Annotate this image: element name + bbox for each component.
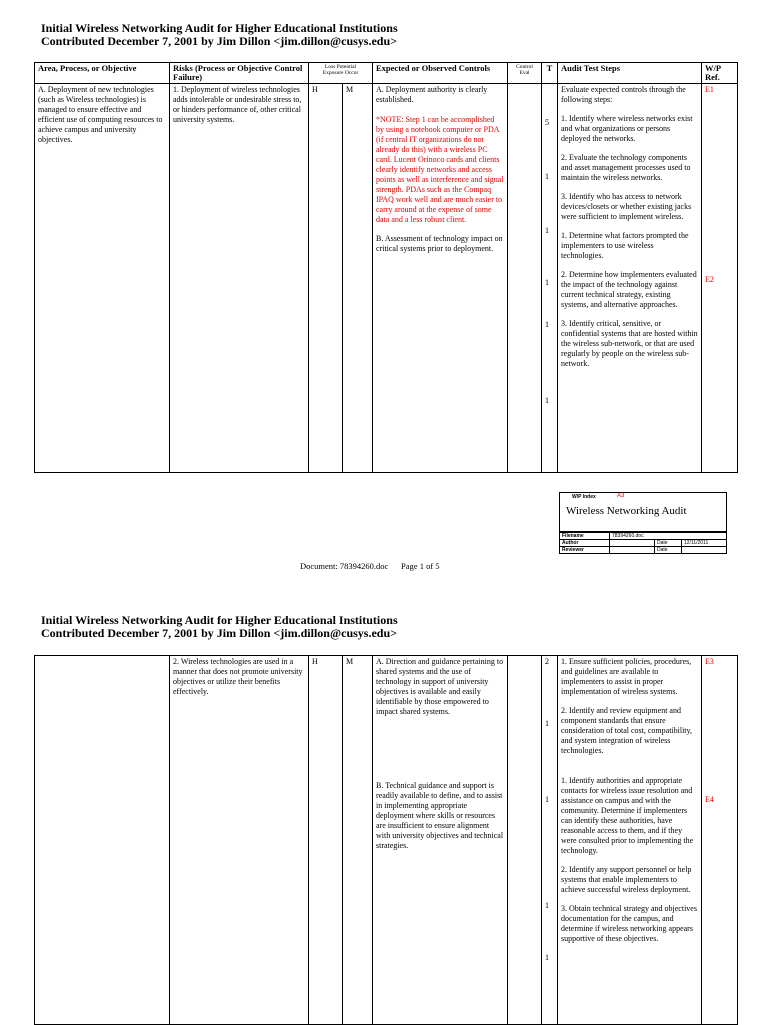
audit-step: 3. Identify critical, sensitive, or confidential systems that are hosted within the wireless sub-network, or that are used regularly by people on the wireless sub-network. [561,319,698,368]
t-value: 1 [545,719,549,728]
col-controls-header: Expected or Observed Controls [373,63,508,84]
date-value: 12/11/2011 [682,540,727,547]
audit-step: 1. Identify where wireless networks exist and what organizations or persons deployed the networks. [561,114,693,143]
filename-value: 78394260.doc [610,533,727,540]
page-footer: Document: 78394260.doc Page 1 of 5 [300,561,440,571]
audit-step: 1. Determine what factors prompted the implementers to use wireless technologies. [561,231,689,260]
audit-step: 2. Evaluate the technology components and asset management processes used to maintain the wireless networks. [561,153,691,182]
loss-potential-label: Loss Potential [324,64,357,70]
t-value: 2 [545,657,549,666]
t-cell [542,656,558,1025]
exposure-occur-label: Exposure Occur [322,70,359,76]
wp-ref: E3 [705,657,714,666]
date-label: Date [655,547,682,554]
control-b: B. Assessment of technology impact on critical systems prior to deployment. [376,234,503,253]
t-value: 1 [545,226,549,235]
author-label: Author [560,540,610,547]
col-steps-header: Audit Test Steps [558,63,702,84]
risk-cell: 1. Deployment of wireless technologies adds intolerable or undesirable stress to, or hinders performance of, other critical university systems. [170,84,309,473]
audit-step: 2. Identify any support personnel or help systems that enable implementers to achieve successful wireless deployment. [561,865,692,894]
area-cell: A. Deployment of new technologies (such as Wireless technologies) is managed to ensure effective and efficient use of computing resources to achieve campus and university objectives. [35,84,170,473]
reviewer-label: Reviewer [560,547,610,554]
reviewer-value [610,547,655,554]
col-control-eval-header [508,63,542,84]
loss-cell: H [309,84,343,473]
wpref-cell [702,656,738,1025]
document-contributor: Contributed December 7, 2001 by Jim Dillon <jim.dillon@cusys.edu> [41,626,397,640]
audit-table-page2 [34,655,738,1025]
t-value: 1 [545,953,549,962]
header-row [35,63,738,84]
wpref-cell [702,84,738,473]
col-risks-header: Risks (Process or Objective Control Failure) [170,63,309,84]
t-value: 1 [545,396,549,405]
date-label: Date [655,540,682,547]
risk-cell: 2. Wireless technologies are used in a manner that does not promote university objectives or utilize their benefits effectively. [170,656,309,1025]
audit-step: 3. Identify who has access to network devices/closets or whether existing jacks were sufficient to implement wireless. [561,192,692,221]
loss-cell: H [309,656,343,1025]
exposure-cell: M [343,656,373,1025]
filename-label: Filename [560,533,610,540]
audit-step: 2. Determine how implementers evaluated the impact of the technology against current technical strategy, existing systems, and alternative approaches. [561,270,697,309]
t-value: 1 [545,172,549,181]
document-title: Initial Wireless Networking Audit for Higher Educational Institutions [41,613,398,627]
document-contributor: Contributed December 7, 2001 by Jim Dillon <jim.dillon@cusys.edu> [41,34,397,48]
stamp-title-box [559,492,727,532]
table-row [35,656,738,1025]
page2-header [41,614,398,640]
col-wpref-header: W/P Ref. [702,63,738,84]
wp-ref: E1 [705,85,714,94]
audit-step: 1. Ensure sufficient policies, procedures, and guidelines are available to implementers to assist in proper implementation of wireless systems. [561,657,692,696]
reviewer-date-value [682,547,727,554]
workpaper-stamp [559,492,727,554]
t-value: 1 [545,795,549,804]
wp-index-label: W/P Index [572,494,596,500]
table-row [35,84,738,473]
t-cell [542,84,558,473]
area-cell [35,656,170,1025]
wp-ref: E4 [705,795,714,804]
t-value: 5 [545,118,549,127]
audit-step: 2. Identify and review equipment and component standards that ensure consideration of total cost, compatibility, and system integration of wireless technologies. [561,706,693,755]
stamp-fields [559,532,727,554]
control-eval-label: Control Eval [516,64,533,76]
col-loss-exposure-header [309,63,373,84]
control-eval-cell [508,656,542,1025]
t-value: 1 [545,278,549,287]
control-eval-cell [508,84,542,473]
control-a: A. Direction and guidance pertaining to shared systems and the use of technology in support of university objectives is available and easily identifiable by those empowered to impact shared systems. [376,657,504,716]
control-note: *NOTE: Step 1 can be accomplished by using a notebook computer or PDA (if central IT organizations do not already do this) with a wireless PC card. Lucent Orinoco cards and clients clearly identify networks and access points as well as interference and signal strength. PDAs such as the Compaq IPAQ work well and are much easier to carry around at the expense of some data and a less robust client. [376,115,504,224]
exposure-cell: M [343,84,373,473]
control-a: A. Deployment authority is clearly established. [376,85,488,104]
t-value: 1 [545,901,549,910]
col-t-header: T [542,63,558,84]
author-value [610,540,655,547]
stamp-title: Wireless Networking Audit [566,505,687,517]
t-value: 1 [545,320,549,329]
controls-cell [373,84,508,473]
steps-intro: Evaluate expected controls through the following steps: [561,85,686,104]
control-b: B. Technical guidance and support is readily available to define, and to assist in implementing appropriate deployment where skills or resources are insufficient to ensure alignment with university objectives and technical strategies. [376,781,504,850]
col-area-header: Area, Process, or Objective [35,63,170,84]
audit-step: 3. Obtain technical strategy and objectives documentation for the campus, and determine if wireless networking appears supportive of these objectives. [561,904,697,943]
steps-cell [558,84,702,473]
wp-index-value: A3 [617,493,625,499]
page1-header [41,22,398,48]
document-title: Initial Wireless Networking Audit for Higher Educational Institutions [41,21,398,35]
audit-table-page1 [34,62,738,473]
audit-step: 1. Identify authorities and appropriate contacts for wireless issue resolution and assistance on campus and with the community. Determine if implementers can identify these authorities, have reasonable access to them, and if they were consulted prior to implementing the technology. [561,776,694,855]
controls-cell [373,656,508,1025]
wp-ref: E2 [705,275,714,284]
steps-cell [558,656,702,1025]
